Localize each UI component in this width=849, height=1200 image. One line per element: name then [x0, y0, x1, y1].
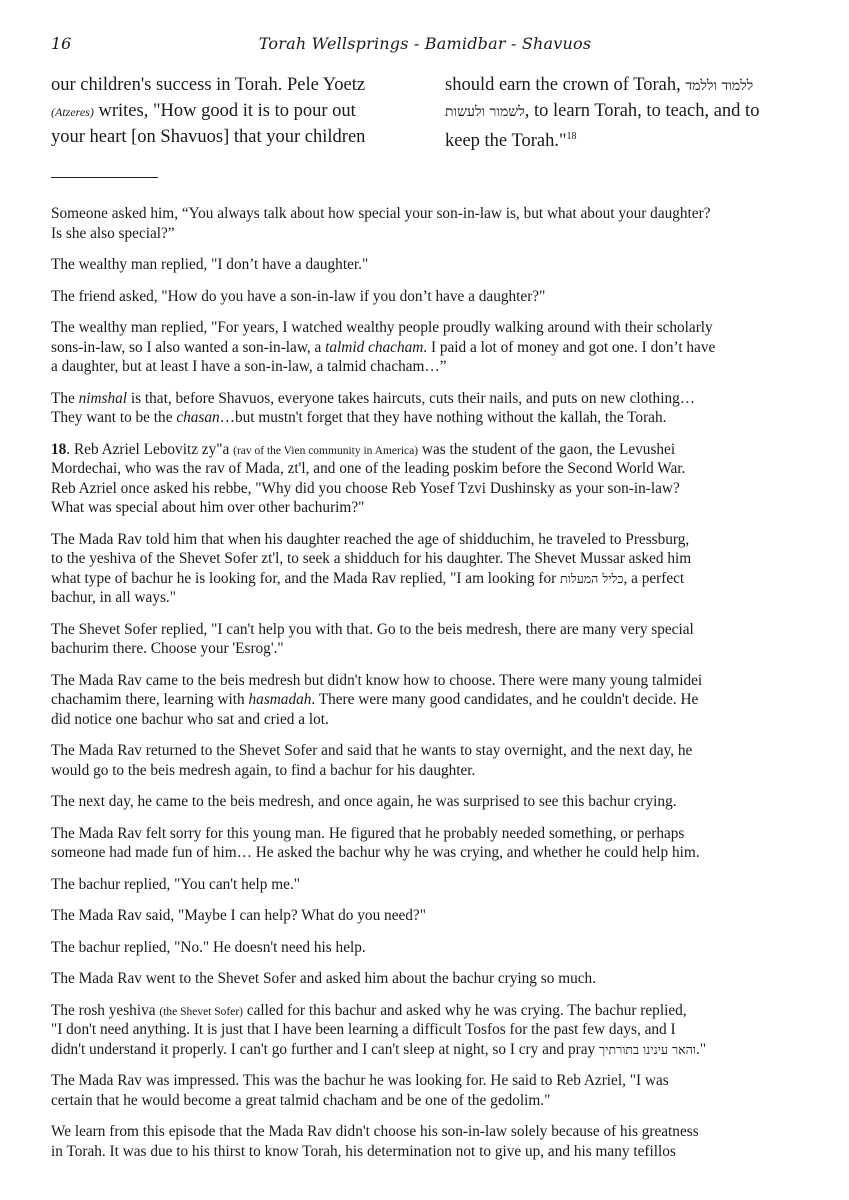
hebrew-text: ללמוד וללמד [685, 78, 754, 94]
text-line: The Mada Rav went to the Shevet Sofer and asked him about the bachur crying so much. [51, 970, 597, 987]
text-line [445, 124, 799, 150]
text-line: a daughter, but at least I have a son-in-law, a talmid chacham…” [51, 358, 447, 375]
footnote-paragraph [51, 792, 799, 812]
footnote-paragraph [51, 389, 799, 428]
footnote-paragraph [51, 875, 799, 895]
text-line [51, 98, 405, 124]
running-title: Torah Wellsprings - Bamidbar - Shavuos [258, 34, 592, 53]
hebrew-text: לשמור ולעשות [445, 104, 525, 120]
footnote-paragraph [51, 824, 799, 863]
text-line: The Mada Rav told him that when his daughter reached the age of shidduchim, he traveled to Pressburg, [51, 530, 690, 548]
text-line [51, 690, 799, 710]
text-line: in Torah. It was due to his thirst to know Torah, his determination not to give up, and his many tefillos [51, 1142, 676, 1160]
text-line: someone had made fun of him… He asked the bachur why he was crying, and whether he could help him. [51, 844, 700, 861]
text-line: "I don't need anything. It is just that I have been learning a difficult Tosfos for the past few days, and I [51, 1021, 676, 1038]
footnote-paragraph [51, 938, 799, 958]
text-line: We learn from this episode that the Mada Rav didn't choose his son-in-law solely because of his greatness [51, 1123, 699, 1140]
italic-term: nimshal [78, 389, 128, 407]
italic-term: chasan [176, 409, 220, 426]
footnote-number: 18 [51, 440, 67, 458]
text-line: The Mada Rav felt sorry for this young man. He figured that he probably needed something, or perhaps [51, 824, 685, 842]
text-line [51, 338, 799, 358]
footnote-separator [51, 177, 158, 178]
italic-term: hasmadah [248, 691, 312, 708]
text-line: bachur, in all ways." [51, 589, 176, 606]
text-line: The bachur replied, "You can't help me." [51, 875, 301, 893]
running-header [51, 34, 799, 58]
footnote-paragraph [51, 1001, 799, 1060]
text-span: called for this bachur and asked why he was crying. The bachur replied, [243, 1001, 687, 1019]
footnote-paragraph [51, 530, 799, 608]
footnote-paragraph [51, 204, 799, 243]
text-span: , to learn Torah, to teach, and to [524, 101, 760, 121]
text-span: , a perfect [623, 569, 685, 587]
text-span: writes, "How good it is to pour out [93, 101, 356, 121]
text-line [445, 98, 799, 124]
footnote-ref: 18 [566, 131, 577, 142]
text-span: didn't understand it properly. I can't go further and I can't sleep at night, so I cry and pray [51, 1040, 600, 1058]
text-line [51, 389, 799, 409]
text-span: chachamim there, learning with [51, 691, 249, 708]
footnote-paragraph [51, 440, 799, 518]
citation-small: (rav of the Vien community in America) [233, 444, 419, 457]
text-line: The Mada Rav said, "Maybe I can help? What do you need?" [51, 907, 426, 924]
text-span: was the student of the gaon, the Levushei [418, 440, 676, 458]
footnote-paragraph [51, 671, 799, 730]
text-line: What was special about him over other bachurim?" [51, 499, 365, 516]
footnote-paragraph [51, 287, 799, 307]
text-line [51, 408, 799, 428]
text-line: Is she also special?” [51, 224, 175, 242]
page-number: 16 [51, 34, 72, 53]
text-line [51, 1001, 799, 1021]
text-line: The Mada Rav was impressed. This was the bachur he was looking for. He said to Reb Azriel, "I was [51, 1072, 669, 1089]
text-line: The wealthy man replied, "I don’t have a daughter." [51, 256, 369, 273]
footnote-paragraph [51, 741, 799, 780]
italic-term: talmid chacham [325, 338, 424, 356]
text-line: The Mada Rav came to the beis medresh but didn't know how to choose. There were many young talmidei [51, 671, 703, 689]
text-line: The Mada Rav returned to the Shevet Sofer and said that he wants to stay overnight, and the next day, he [51, 742, 693, 759]
text-line: The next day, he came to the beis medresh, and once again, he was surprised to see this bachur crying. [51, 793, 677, 810]
text-line [51, 1040, 799, 1060]
footnote-paragraph [51, 255, 799, 275]
text-span: is that, before Shavuos, everyone takes haircuts, cuts their nails, and puts on new clothing… [127, 389, 696, 407]
footnote-paragraph [51, 620, 799, 659]
text-line: The wealthy man replied, "For years, I watched wealthy people proudly walking around with their scholarly [51, 319, 713, 336]
footnote-paragraph [51, 906, 799, 926]
text-span: The rosh yeshiva [51, 1001, 160, 1019]
text-span: should earn the crown of Torah, [445, 75, 686, 95]
footnote-paragraph [51, 318, 799, 377]
footnote-paragraph [51, 969, 799, 989]
text-span: sons-in-law, so I also wanted a son-in-law, a [51, 338, 326, 356]
left-column [51, 72, 405, 150]
text-line: Reb Azriel once asked his rebbe, "Why did you choose Reb Yosef Tzvi Dushinsky as your son-in-law? [51, 479, 680, 497]
text-line [51, 569, 799, 589]
text-span: ." [696, 1040, 707, 1058]
footnote-paragraph [51, 1122, 799, 1161]
text-line [51, 440, 799, 460]
text-span: …but mustn't forget that they have nothing without the kallah, the Torah. [219, 409, 667, 426]
text-span: The [51, 389, 79, 407]
text-line: your heart [on Shavuos] that your children [51, 127, 366, 147]
text-span: . I paid a lot of money and got one. I don’t have [423, 338, 716, 356]
text-span: . There were many good candidates, and he couldn't decide. He [311, 691, 699, 708]
text-line: Someone asked him, “You always talk about how special your son-in-law is, but what about your daughter? [51, 205, 711, 222]
footnotes [51, 204, 799, 1173]
text-span: what type of bachur he is looking for, and the Mada Rav replied, "I am looking for [51, 569, 561, 587]
text-line: The bachur replied, "No." He doesn't need his help. [51, 938, 366, 956]
footnote-paragraph [51, 1071, 799, 1110]
text-span: . Reb Azriel Lebovitz zy"a [66, 440, 234, 458]
text-span: They want to be the [51, 409, 177, 426]
text-line: certain that he would become a great talmid chacham and be one of the gedolim." [51, 1091, 551, 1109]
text-line: did notice one bachur who sat and cried a lot. [51, 710, 329, 728]
text-line: our children's success in Torah. Pele Yoetz [51, 75, 366, 95]
right-column [445, 72, 799, 150]
hebrew-text: והאר עינינו בתורתיך [599, 1041, 696, 1057]
text-line: would go to the beis medresh again, to find a bachur for his daughter. [51, 761, 476, 779]
text-span: keep the Torah." [445, 131, 567, 151]
citation-small: (the Shevet Sofer) [159, 1005, 243, 1018]
text-line [445, 72, 799, 98]
text-line: to the yeshiva of the Shevet Sofer zt'l, to seek a shidduch for his daughter. The Shevet Mussar asked him [51, 550, 692, 567]
text-line: The friend asked, "How do you have a son-in-law if you don’t have a daughter?" [51, 287, 546, 305]
text-line: Mordechai, who was the rav of Mada, zt'l, and one of the leading poskim before the Second World War. [51, 460, 686, 477]
text-line: The Shevet Sofer replied, "I can't help you with that. Go to the beis medresh, there are many very special [51, 620, 694, 638]
citation-small: (Atzeres) [51, 105, 94, 119]
text-line: bachurim there. Choose your 'Esrog'." [51, 640, 284, 657]
hebrew-text: כליל המעלות [560, 570, 624, 586]
